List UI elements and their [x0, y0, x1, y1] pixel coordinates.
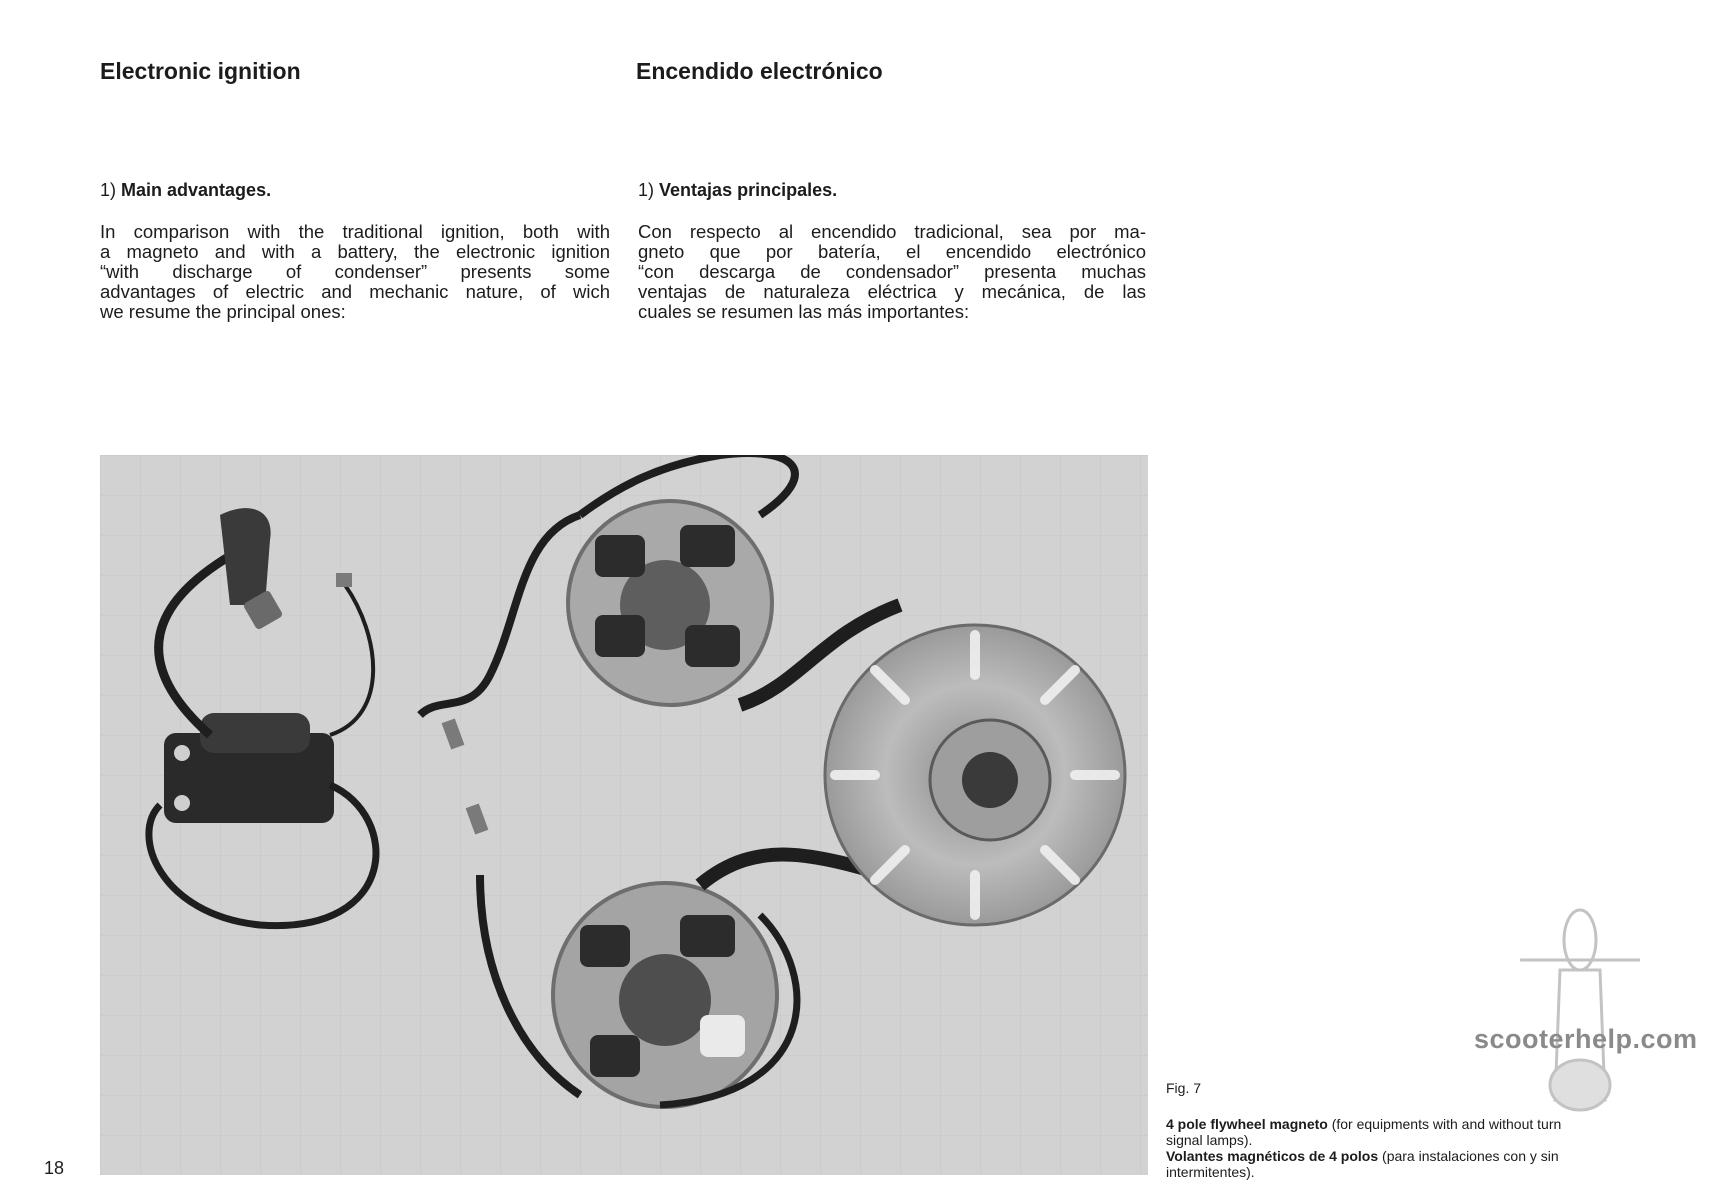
caption-spanish-rest: (para instalaciones con y sin [1378, 1148, 1559, 1164]
paragraph-line: ventajas de naturaleza eléctrica y mecánica, de las [638, 281, 1146, 302]
figure-label: Fig. 7 [1166, 1080, 1202, 1096]
section-title-text: Main advantages. [121, 180, 272, 200]
paragraph-line: we resume the principal ones: [100, 301, 346, 322]
paragraph-english [100, 222, 610, 322]
caption-spanish [1166, 1148, 1676, 1164]
flywheel [825, 625, 1125, 925]
scooter-watermark-icon [1510, 900, 1650, 1140]
section-title-text: Ventajas principales. [659, 180, 838, 200]
paragraph-line: In comparison with the traditional ignition, both with [100, 221, 610, 242]
photo-illustration [100, 455, 1148, 1175]
section-title-english [100, 180, 271, 201]
caption-english-rest: (for equipments with and without turn [1327, 1116, 1562, 1132]
heading-english: Electronic ignition [100, 58, 301, 84]
paragraph-spanish [638, 222, 1146, 322]
paragraph-line: “with discharge of condenser” presents some [100, 261, 610, 282]
caption-spanish-line2: intermitentes). [1166, 1164, 1255, 1180]
watermark-text: scooterhelp.com [1474, 1024, 1698, 1054]
section-number: 1) [638, 180, 655, 200]
ignition-components-photo [100, 455, 1148, 1175]
paragraph-line: advantages of electric and mechanic nature, of wich [100, 281, 610, 302]
section-title-spanish [638, 180, 837, 201]
caption-spanish-bold: Volantes magnéticos de 4 polos [1166, 1148, 1379, 1164]
heading-spanish: Encendido electrónico [636, 58, 883, 84]
section-number: 1) [100, 180, 117, 200]
caption-english-bold: 4 pole flywheel magneto [1166, 1116, 1328, 1132]
caption-english-line2: signal lamps). [1166, 1132, 1253, 1148]
paragraph-line: cuales se resumen las más importantes: [638, 301, 970, 322]
paragraph-line: “con descarga de condensador” presenta muchas [638, 261, 1146, 282]
page-number: 18 [44, 1158, 65, 1178]
paragraph-line: Con respecto al encendido tradicional, sea por ma- [638, 221, 1146, 242]
paragraph-line: gneto que por batería, el encendido electrónico [638, 241, 1146, 262]
paragraph-line: a magneto and with a battery, the electronic ignition [100, 241, 610, 262]
